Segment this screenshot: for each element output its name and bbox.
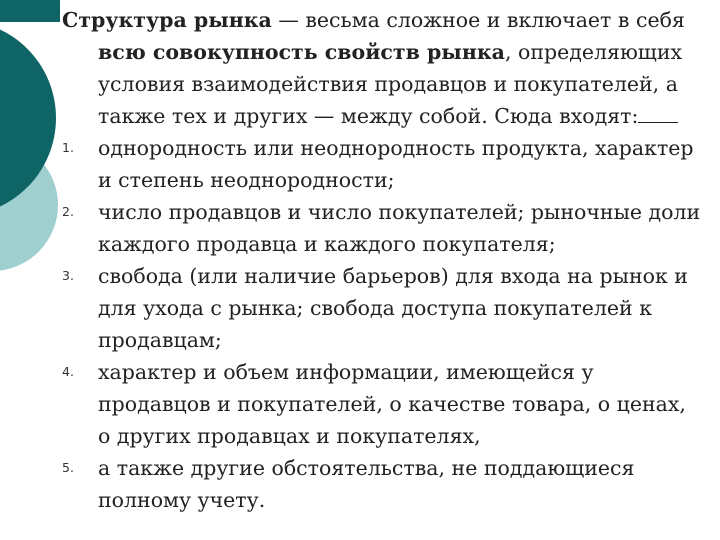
list-item xyxy=(62,196,702,260)
list-item xyxy=(62,356,702,452)
list-item-number: 4. xyxy=(62,364,74,379)
list-item-text: однородность или неоднородность продукта, характер и степень неоднородности; xyxy=(98,136,694,192)
items-list xyxy=(62,132,702,516)
intro-lead-rest: — весьма сложное и включает в себя xyxy=(271,8,685,32)
intro-paragraph xyxy=(62,4,702,132)
list-item xyxy=(62,452,702,516)
underline-decoration xyxy=(638,104,678,123)
list-item xyxy=(62,260,702,356)
list-item-number: 5. xyxy=(62,460,74,475)
list-item-text: характер и объем информации, имеющейся у продавцов и покупателей, о качестве товара, о ценах, о других продавцах и покупателях, xyxy=(98,360,686,448)
list-item-number: 1. xyxy=(62,140,74,155)
slide-content xyxy=(62,4,702,516)
decorative-circles xyxy=(0,0,60,300)
intro-emphasis-bold: всю совокупность свойств рынка xyxy=(98,40,505,64)
list-item-number: 3. xyxy=(62,268,74,283)
dark-teal-top-band xyxy=(0,0,60,22)
list-item-text: а также другие обстоятельства, не поддающиеся полному учету. xyxy=(98,456,635,512)
list-item-text: свобода (или наличие барьеров) для входа на рынок и для ухода с рынка; свобода доступа покупателей к продавцам; xyxy=(98,264,688,352)
list-item-text: число продавцов и число покупателей; рыночные доли каждого продавца и каждого покупателя; xyxy=(98,200,701,256)
intro-lead-bold: Структура рынка xyxy=(62,8,272,32)
list-item-number: 2. xyxy=(62,204,74,219)
intro-tail: , определяющих условия взаимодействия продавцов и покупателей, а также тех и других — между собой. Сюда входят: xyxy=(98,40,683,128)
list-item xyxy=(62,132,702,196)
